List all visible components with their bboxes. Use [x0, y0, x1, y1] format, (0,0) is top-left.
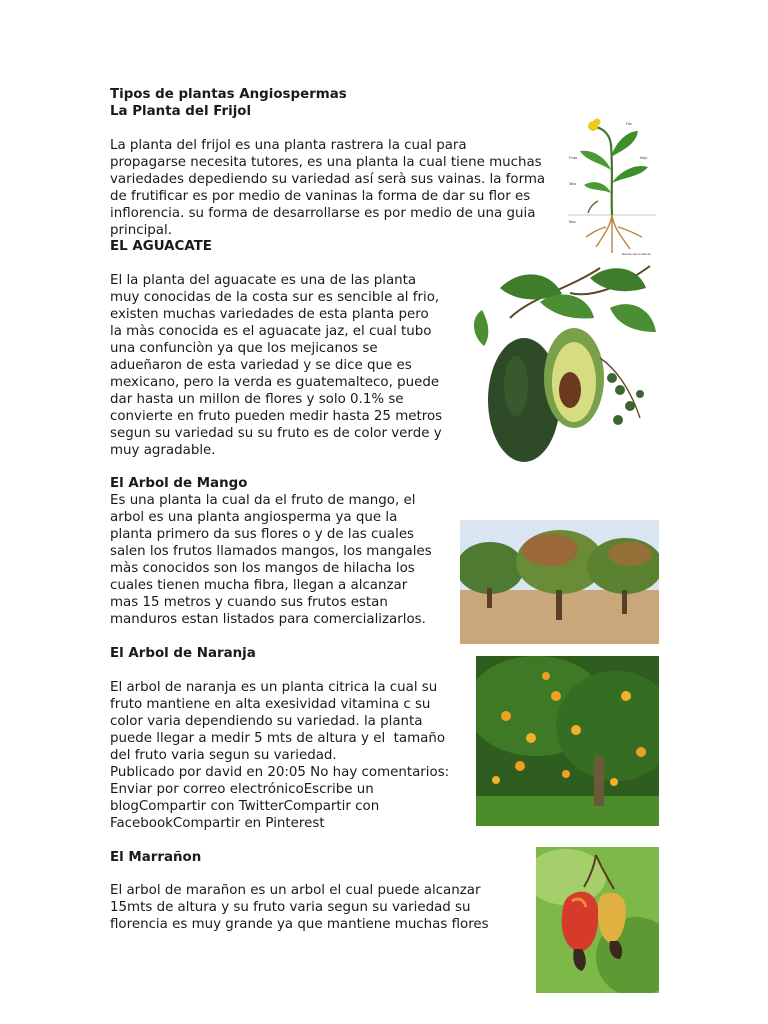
- label-raices-secundarias: Raíces secundarias: [622, 252, 651, 256]
- body-frijol: La planta del frijol es una planta rastrera la cual para propagarse necesita tutores, es una planta la cual tiene muchas variedades depediendo su variedad así serà sus vainas. la forma de frutificar es por medio de vaninas la forma de dar su flor es inflorencia. su forma de desarrollarse es por medio de una guia principal.: [110, 138, 546, 238]
- label-hoja: Hoja: [640, 156, 648, 160]
- label-flor: Flor: [626, 122, 632, 126]
- heading-aguacate: EL AGUACATE: [110, 239, 212, 254]
- avocado-image: [470, 258, 660, 470]
- page-title: Tipos de plantas Angiospermas: [110, 87, 347, 102]
- mango-tree-photo: [460, 520, 659, 644]
- heading-maranon: El Marrañon: [110, 850, 202, 865]
- heading-frijol: La Planta del Frijol: [110, 104, 252, 119]
- bean-plant-diagram: [566, 115, 658, 257]
- orange-tree-photo: [476, 656, 659, 826]
- label-tallo: Tallo: [569, 182, 577, 186]
- body-maranon: El arbol de marañon es un arbol el cual puede alcanzar 15mts de altura y su fruto varia segun su variedad su florencia es muy grande ya que mantiene muchas flores: [110, 883, 489, 932]
- label-raiz: Raíz: [569, 220, 576, 224]
- body-naranja: El arbol de naranja es un planta citrica la cual su fruto mantiene en alta exesividad vitamina c su color varia dependiendo su variedad. la planta puede llegar a medir 5 mts de altura y el tamaño del fruto varia segun su variedad. Publicado por david en 20:05 No hay comentarios: Enviar por correo electrónicoEscribe un blogCompartir con TwitterCompartir con FacebookCompartir en Pinterest: [110, 680, 450, 831]
- heading-naranja: El Arbol de Naranja: [110, 646, 256, 661]
- heading-mango: El Arbol de Mango: [110, 476, 248, 491]
- body-aguacate: El la planta del aguacate es una de las planta muy conocidas de la costa sur es sencible al frio, existen muchas variedades de esta planta pero la màs conocida es el aguacate jaz, el cual tubo una confunciòn ya que los mejicanos se adueñaron de esta variedad y se dice que es mexicano, pero la verda es guatemalteco, puede dar hasta un millon de flores y solo 0.1% se convierte en fruto pueden medir hasta 25 metros segun su variedad su su fruto es de color verde y muy agradable.: [110, 273, 443, 458]
- label-fruto: Fruto: [569, 156, 578, 160]
- cashew-fruit-photo: [536, 847, 659, 993]
- body-mango: Es una planta la cual da el fruto de mango, el arbol es una planta angiosperma ya que la planta primero da sus flores o y de las cuales salen los frutos llamados mangos, los mangales màs conocidos son los mangos de hilacha los cuales tienen mucha fibra, llegan a alcanzar mas 15 metros y cuando sus frutos estan manduros estan listados para comercializarlos.: [110, 493, 432, 627]
